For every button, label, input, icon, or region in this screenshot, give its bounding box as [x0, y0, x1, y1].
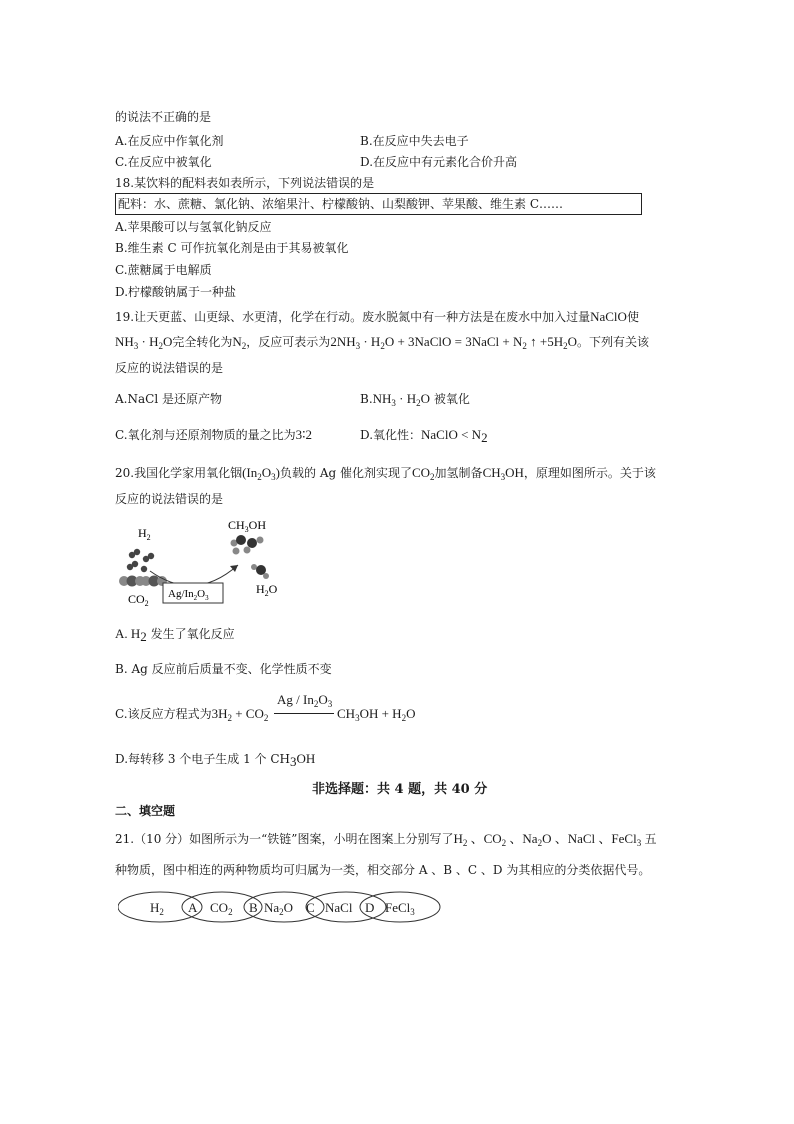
q19-b-post: 被氧化 — [433, 392, 470, 406]
q21-line2: 种物质，图中相连的两种物质均可归属为一类，相交部分 A 、B 、C 、D 为其相应的分类依据代号。 — [115, 863, 651, 877]
q19-option-d — [360, 427, 488, 443]
q17-option-c: C.在反应中被氧化 — [115, 155, 212, 169]
equation-bar — [274, 713, 334, 714]
catalyst-label: $Ag/In_2O_3$ — [168, 588, 209, 602]
q18-ingredients: 配料：水、蔗糖、氯化钠、浓缩果汁、柠檬酸钠、山梨酸钾、苹果酸、维生素 C…… — [118, 197, 563, 211]
q20-d-tail: OH — [296, 751, 316, 766]
part2-heading: 二、填空题 — [115, 804, 176, 818]
q17-option-d: D.在反应中有元素化合价升高 — [360, 155, 518, 169]
q19-text3: 。下列有关该 — [576, 335, 649, 349]
q17-stem-end: 的说法不正确的是 — [115, 110, 212, 124]
q19-c-text: C.氧化剂与还原剂物质的量之比为 — [115, 428, 296, 442]
q20-text-c: 加氢制备 — [434, 466, 483, 480]
q17-option-b: B.在反应中失去电子 — [360, 134, 469, 148]
q20-c-condition: Ag / $In_2O_3$ — [277, 692, 333, 709]
iron-chain-diagram — [118, 888, 443, 928]
q21-line1 — [115, 831, 656, 847]
q19-option-a: A.NaCl 是还原产物 — [115, 392, 222, 406]
q20-option-a: A. $H_2$ 发生了氧化反应 — [115, 626, 235, 644]
diagram-co2-label: $CO_2$ — [128, 592, 149, 608]
q18-option-b: B.维生素 C 可作抗氧化剂是由于其易被氧化 — [115, 241, 349, 255]
q19-d-formula: NaClO < N — [421, 427, 482, 442]
nonchoice-heading: 非选择题：共 4 题，共 40 分 — [312, 782, 488, 797]
q18-stem: 18.某饮料的配料表如表所示，下列说法错误的是 — [115, 176, 375, 190]
q20-line1 — [115, 465, 656, 481]
q21-text-b: 五 — [644, 832, 657, 846]
h2o-molecule-icon — [251, 564, 269, 579]
reaction-diagram — [110, 515, 290, 610]
formula-co2: $CO_2$ — [411, 465, 435, 482]
q18-option-c: C.蔗糖属于电解质 — [115, 263, 212, 277]
q19-equation: $2NH_3 \cdot H_2O$ + 3NaClO = 3NaCl + $N_2$ ↑ $+5H_2O$ — [330, 334, 577, 351]
formula-in2o3: $(In_2O_3)$ — [242, 465, 280, 482]
q20-text-b: 负载的 Ag 催化剂实现了 — [280, 466, 412, 480]
q20-a-h: A. H — [115, 626, 141, 641]
q19-option-c — [115, 427, 312, 443]
ch3oh-molecule-icon — [231, 535, 264, 555]
q19-text2: ，反应可表示为 — [246, 335, 331, 349]
q20-line2: 反应的说法错误的是 — [115, 492, 224, 506]
q20-c-right: $CH_3OH + H_2O$ — [337, 706, 416, 723]
formula-n2: $N_2$ — [232, 334, 247, 351]
chain-item-fecl3: FeCl$_3$ — [385, 900, 415, 917]
h2-molecules-icon — [127, 549, 154, 572]
chain-letter-b: B — [249, 900, 258, 915]
q20-text-a: 20.我国化学家用氧化铟 — [115, 466, 243, 480]
q20-text-d: ，原理如图所示。关于该 — [523, 466, 656, 480]
q19-d-text: D.氧化性： — [360, 428, 422, 442]
q19-line3: 反应的说法错误的是 — [115, 361, 224, 375]
chain-item-co2: $CO_2$ — [210, 900, 233, 917]
q19-line1-post: 使 — [626, 310, 639, 324]
q19-line1-text: 19.让天更蓝、山更绿、水更清，化学在行动。废水脱氮中有一种方法是在废水中加入过量 — [115, 310, 591, 324]
q18-option-a: A.苹果酸可以与氢氧化钠反应 — [115, 220, 272, 234]
q20-a-text: 发生了氧化反应 — [150, 627, 235, 641]
q20-option-d: D.每转移 3 个电子生成 1 个 $CH_3OH$ — [115, 751, 316, 769]
q20-c-text: C.该反应方程式为 — [115, 707, 212, 721]
q21-text-a: 21.（10 分）如图所示为一“铁链”图案，小明在图案上分别写了 — [115, 832, 454, 846]
q20-c-left: $3H_2 + CO_2$ — [211, 706, 269, 723]
q19-naclo: NaClO — [590, 309, 627, 324]
formula-ch3oh: $CH_3OH$ — [482, 465, 524, 482]
formula-nh3h2o: $NH_3 \cdot H_2O$ — [115, 334, 173, 351]
chain-letter-a: A — [188, 900, 198, 915]
q18-option-d: D.柠檬酸钠属于一种盐 — [115, 285, 237, 299]
q20-c-cond-text: Ag / In — [277, 692, 314, 707]
q19-text1: 完全转化为 — [172, 335, 233, 349]
q19-line2 — [115, 334, 649, 350]
formula-nh3h2o-b: $NH_3 \cdot H_2O$ — [372, 391, 431, 408]
diagram-h2o-label: $H_2O$ — [256, 582, 278, 598]
chain-item-na2o: $Na_2O$ — [264, 900, 294, 917]
diagram-h2-label: $H_2$ — [138, 526, 151, 542]
q21-substances: $H_2$ 、$CO_2$ 、$Na_2O$ 、NaCl 、FeCl$_3$ — [453, 831, 642, 848]
q20-d-text: D.每转移 3 个电子生成 1 个 CH — [115, 752, 290, 766]
diagram-ch3oh-label: $CH_3OH$ — [228, 518, 267, 534]
chain-letter-c: C — [306, 900, 315, 915]
chain-item-h2: $H_2$ — [150, 900, 164, 917]
q19-d-sub: 2 — [481, 430, 488, 445]
q19-b-prefix: B. — [360, 392, 373, 406]
chain-item-nacl: NaCl — [325, 900, 353, 915]
q20-option-c — [115, 706, 268, 722]
q20-option-b: B. Ag 反应前后质量不变、化学性质不变 — [115, 662, 332, 676]
q19-option-b — [360, 391, 470, 407]
q19-line1 — [115, 309, 639, 325]
chain-letter-d: D — [365, 900, 375, 915]
q19-c-ratio: 3∶2 — [295, 427, 312, 442]
q17-option-a: A.在反应中作氧化剂 — [115, 134, 224, 148]
